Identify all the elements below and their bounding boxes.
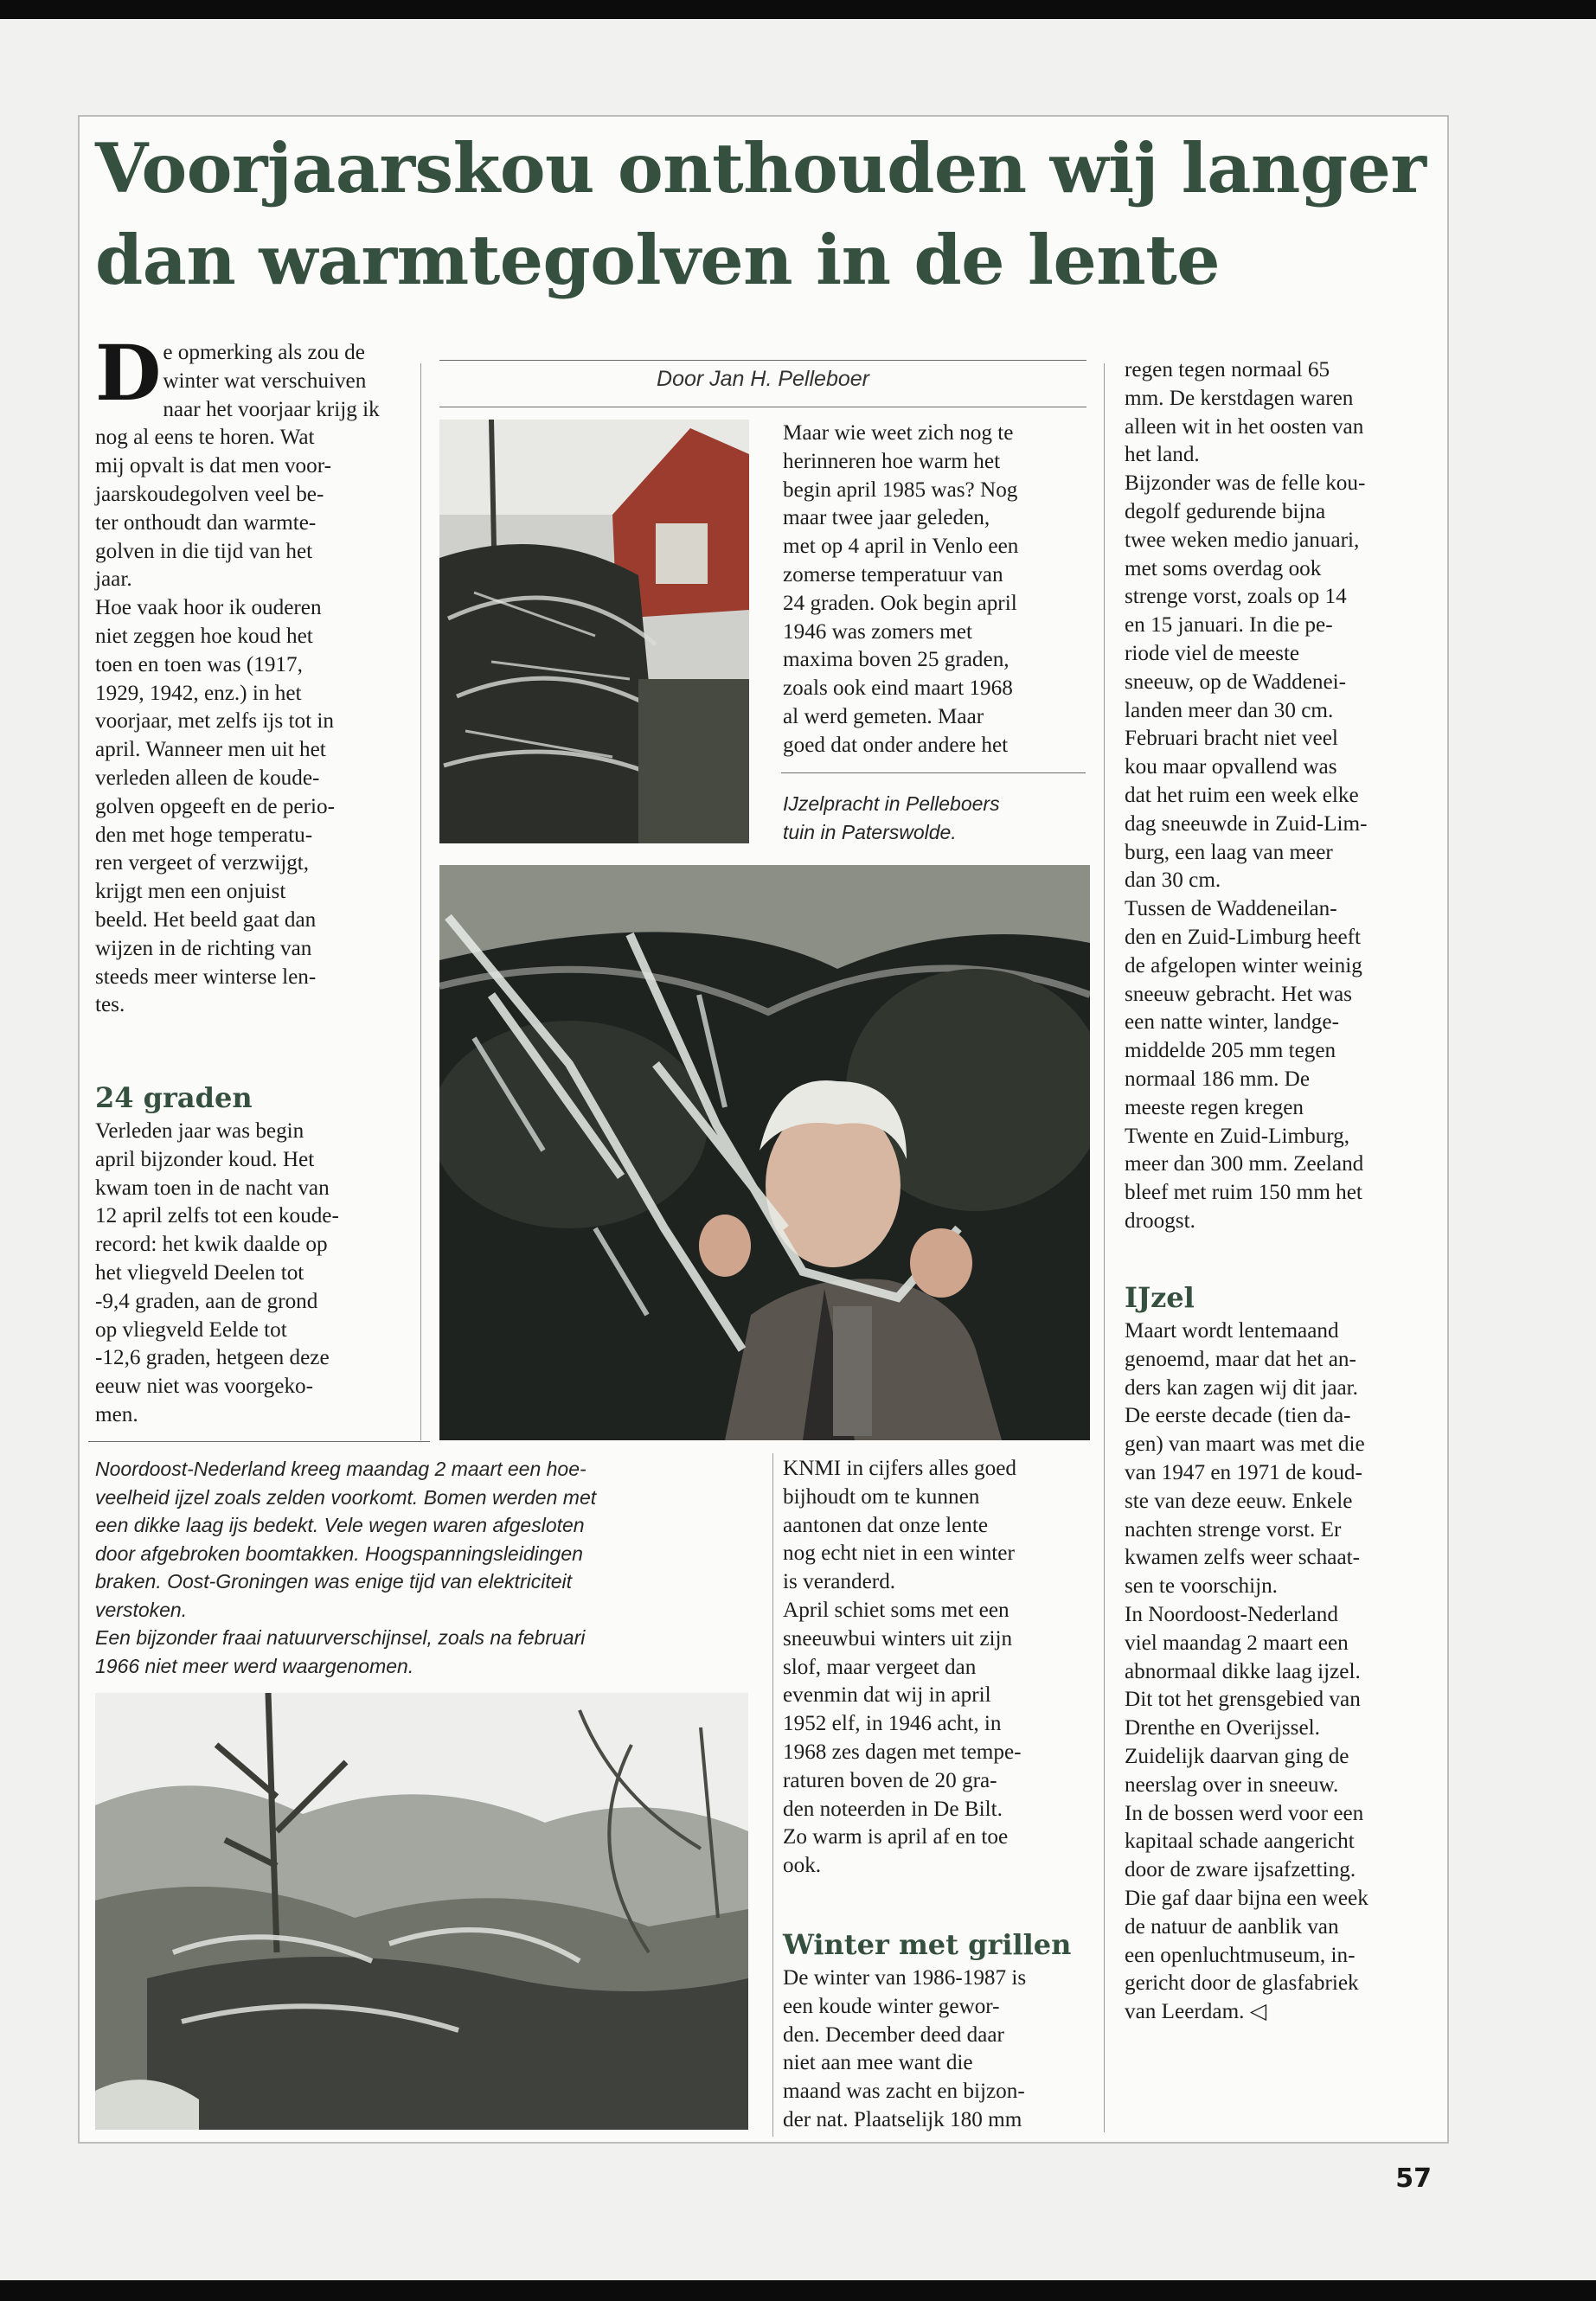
byline-rule-top [439,360,1086,361]
column-1 [95,328,413,1020]
col2-body: De winter van 1986-1987 is een koude winter gewor- den. December deed daar niet aan mee want die maand was zacht en bijzon- der nat. Plaatselijk 180 mm [783,1966,1027,2131]
column-rule-1 [420,363,421,1440]
photo-icy-forest-image [95,1693,748,2130]
caption-ijzel-noordoost: Noordoost-Nederland kreeg maandag 2 maart een hoe- veelheid ijzel zoals zelden voorkomt. Bomen werden met een dikke laag ijs bedekt. Vele wegen waren afgesloten door afgebroken boomtakken. Hoogspanningsleidingen braken. Oost-Groningen was enige tijd van elektriciteit verstoken. Een bijzonder fraai natuurverschijnsel, zoals na februari 1966 niet meer werd waargenomen. [95,1458,597,1677]
caption-rule-left [88,1441,430,1442]
photo-icy-forest [95,1693,748,2130]
subhead-24-graden: 24 graden [95,1081,253,1114]
caption-rule-top [781,772,1086,773]
photo-pelleboer-image [439,865,1090,1440]
scan-border-bottom [0,2280,1596,2301]
col2-top-text: Maar wie weet zich nog te herinneren hoe warm het begin april 1985 was? Nog maar twee jaar geleden, met op 4 april in Venlo een zomerse temperatuur van 24 graden. Ook begin april 1946 was zomers met maxima boven 25 graden, zoals ook eind maart 1968 al werd gemeten. Maar goed dat onder andere het [783,421,1019,757]
intro-text: e opmerking als zou de winter wat verschuiven naar het voorjaar krijg ik nog al eens te horen. Wat mij opvalt is dat men voor- jaarskoudegolven veel be- ter onthoudt dan warmte- golven in die tijd van het jaar. Hoe vaak hoor ik ouderen niet zeggen hoe koud het toen en toen was (1917, 1929, 1942, enz.) in het voorjaar, met zelfs ijs tot in april. Wanneer men uit het verleden alleen de koude- golven opgeeft en de perio- den met hoge temperatu- ren vergeet of verzwijgt, krijgt men een onjuist beeld. Het beeld gaat dan wijzen in de richting van steeds meer winterse len- tes. [95,341,380,1017]
photo-ice-garden-image [439,420,749,843]
column-rule-3 [1104,363,1105,2132]
col2-bottom-text: KNMI in cijfers alles goed bijhoudt om te kunnen aantonen dat onze lente nog echt niet in een winter is veranderd. April schiet soms met een sneeuwbui winters uit zijn slof, maar vergeet dan evenmin dat wij in april 1952 elf, in 1946 acht, in 1968 zes dagen met tempe- raturen boven de 20 gra- den noteerden in De Bilt. Zo warm is april af en toe ook. [783,1457,1022,1878]
subhead-ijzel: IJzel [1125,1281,1195,1314]
col1-body: Verleden jaar was begin april bijzonder koud. Het kwam toen in de nacht van 12 april zelfs tot een koude- record: het kwik daalde op het vliegveld Deelen tot -9,4 graden, aan de grond op vliegveld Eelde tot -12,6 graden, hetgeen deze eeuw niet was voorgeko- men. [95,1119,339,1426]
page-number: 57 [1395,2163,1432,2194]
drop-cap: D [95,328,162,418]
photo-ice-garden [439,420,749,843]
scan-border-top [0,0,1596,19]
column-rule-2 [772,1453,773,2137]
headline: Voorjaarskou onthouden wij langer dan warmtegolven in de lente [95,128,1426,300]
subhead-winter-met-grillen: Winter met grillen [783,1928,1072,1961]
col3-body: Maart wordt lentemaand genoemd, maar dat het an- ders kan zagen wij dit jaar. De eerste decade (tien da- gen) van maart was met die van 1947 en 1971 de koud- ste van deze eeuw. Enkele nachten strenge vorst. Er kwamen zelfs weer schaat- sen te voorschijn. In Noordoost-Nederland viel maandag 2 maart een abnormaal dikke laag ijzel. Dit tot het grensgebied van Drenthe en Overijssel. Zuidelijk daarvan ging de neerslag over in sneeuw. In de bossen werd voor een kapitaal schade aangericht door de zware ijsafzetting. Die gaf daar bijna een week de natuur de aanblik van een openluchtmuseum, in- gericht door de glasfabriek van Leerdam. ◁ [1125,1319,1368,2024]
intro-paragraph [95,328,413,1020]
col3-top-text: regen tegen normaal 65 mm. De kerstdagen waren alleen wit in het oosten van het land. Bijzonder was de felle kou- degolf gedurende bijna twee weken medio januari, met soms overdag ook strenge vorst, zoals op 14 en 15 januari. In die pe- riode viel de meeste sneeuw, op de Waddenei- landen meer dan 30 cm. Februari bracht niet veel kou maar opvallend was dat het ruim een week elke dag sneeuwde in Zuid-Lim- burg, een laag van meer dan 30 cm. Tussen de Waddeneilan- den en Zuid-Limburg heeft de afgelopen winter weinig sneeuw gebracht. Het was een natte winter, landge- middelde 205 mm tegen normaal 186 mm. De meeste regen kregen Twente en Zuid-Limburg, meer dan 300 mm. Zeeland bleef met ruim 150 mm het droogst. [1125,358,1368,1233]
caption-ice-garden: IJzelpracht in Pelleboers tuin in Paterswolde. [783,792,1000,843]
photo-pelleboer-with-ice-branch [439,865,1090,1440]
byline: Door Jan H. Pelleboer [657,367,869,391]
